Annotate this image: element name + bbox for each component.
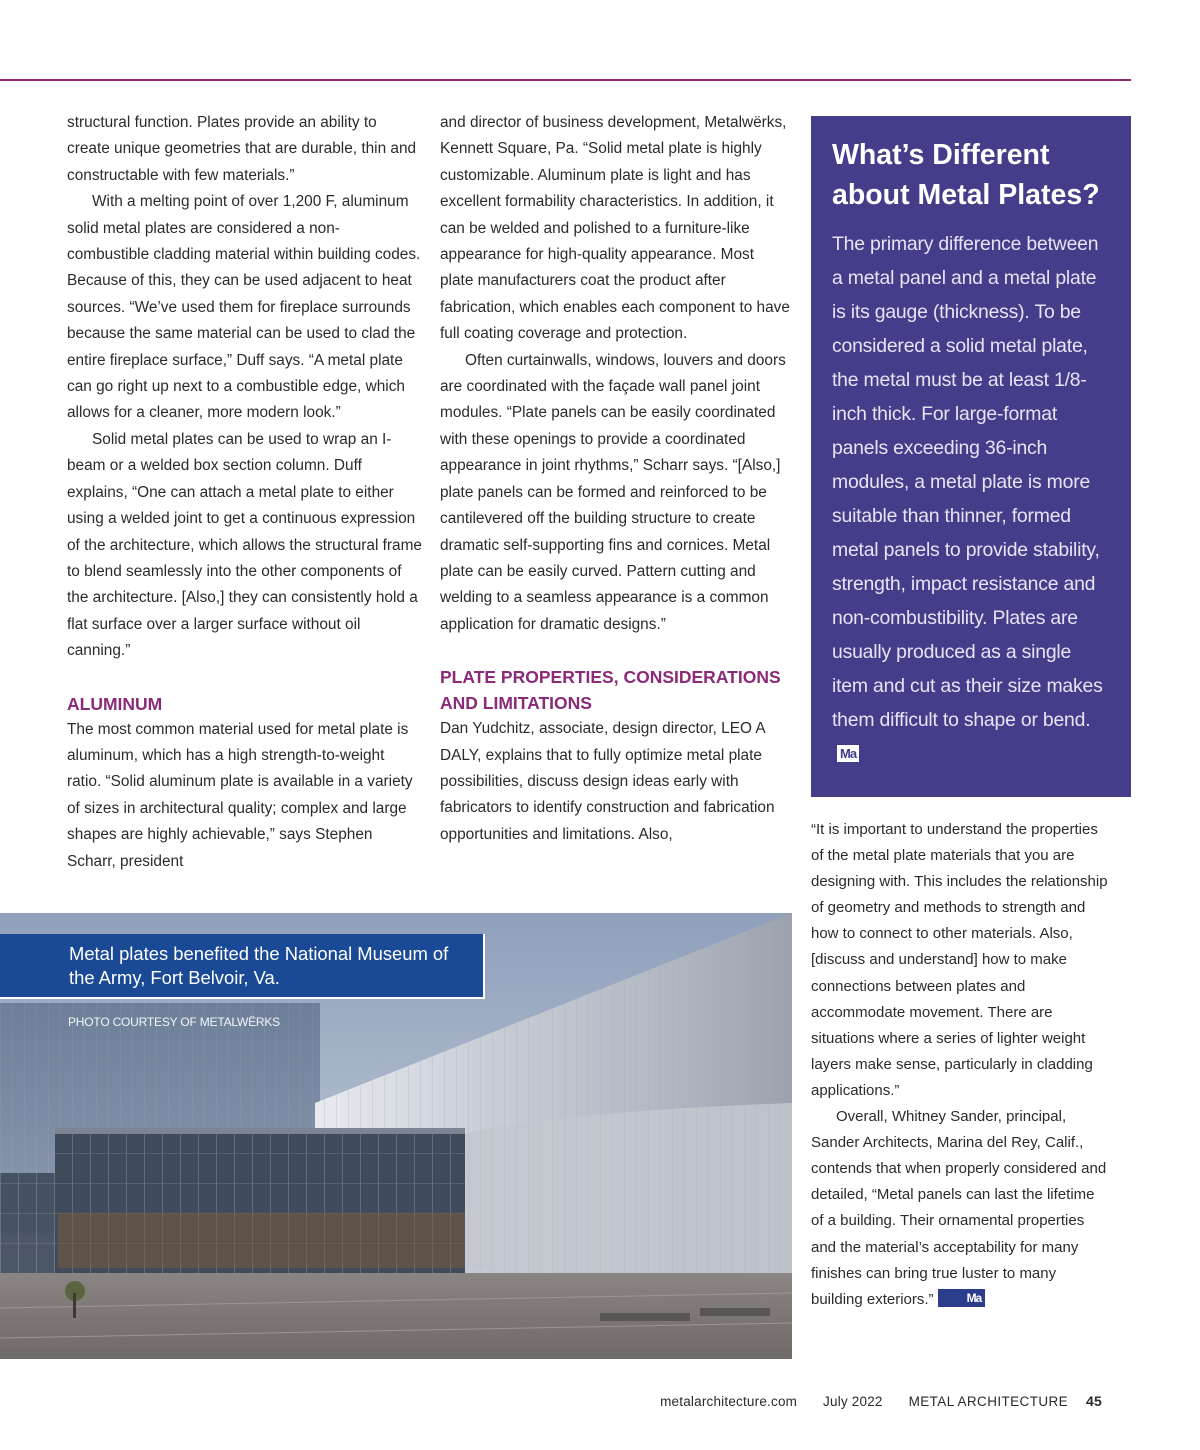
sidebar-body-text: The primary difference between a metal panel and a metal plate is its gauge (thickness). To be considered a solid metal plate, the metal must be at least 1/8-inch thick. For large-format panels exceeding 36-inch modules, a metal plate is more suitable than thinner, formed metal panels to provide stability, strength, impact resistance and non-combustibility. Plates are usually produced as a single item and cut as their size makes them difficult to shape or bend. (832, 233, 1103, 731)
page-footer (660, 1393, 1102, 1409)
photo-caption: Metal plates benefited the National Museum of the Army, Fort Belvoir, Va. (0, 934, 485, 999)
ma-logo-icon: Ma (836, 744, 860, 763)
sidebar-title: What’s Different about Metal Plates? (832, 139, 1100, 211)
footer-site: metalarchitecture.com (660, 1394, 798, 1409)
paragraph-text: Overall, Whitney Sander, principal, Sander Architects, Marina del Rey, Calif., contends that when properly considered and detailed, “Metal panels can last the lifetime of a building. Their ornamental properties and the material’s acceptability for many finishes can bring true luster to many building exteriors.” (811, 1108, 1107, 1308)
paragraph: With a melting point of over 1,200 F, aluminum solid metal plates are considered a non-combustible cladding material within building codes. Because of this, they can be used adjacent to heat sources. “We’ve used them for fireplace surrounds because the same material can be used to clad the entire fireplace surface,” Duff says. “A metal plate can go right up next to a combustible edge, which allows for a cleaner, more modern look.” (67, 193, 421, 422)
paragraph: structural function. Plates provide an ability to create unique geometries that are durable, thin and constructable with few materials.” (67, 114, 417, 184)
photo-credit: PHOTO COURTESY OF METALWËRKS (68, 1015, 280, 1029)
ma-logo-icon: Ma (938, 1289, 986, 1307)
column-3 (811, 817, 1111, 1313)
section-heading-plate-properties: PLATE PROPERTIES, CONSIDERATIONS AND LIMITATIONS (440, 667, 781, 714)
paragraph: Often curtainwalls, windows, louvers and doors are coordinated with the façade wall panel joint modules. “Plate panels can be easily coordinated with these openings to provide a coordinated appearance in joint rhythms,” Scharr says. “[Also,] plate panels can be formed and reinforced to be cantilevered off the building structure to create dramatic self-supporting fins and cornices. Metal plate can be easily curved. Pattern cutting and welding to a seamless appearance is a common application for dramatic designs.” (440, 351, 786, 633)
sidebar-box (811, 116, 1131, 797)
column-2 (440, 110, 790, 848)
page-number: 45 (1086, 1393, 1102, 1409)
paragraph (811, 1104, 1111, 1313)
paragraph: Solid metal plates can be used to wrap an I-beam or a welded box section column. Duff explains, “One can attach a metal plate to either using a welded joint to get a continuous expression of the architecture, which allows the structural frame to blend seamlessly into the other components of the architecture. [Also,] they can consistently hold a flat surface over a larger surface without oil canning.” (67, 430, 422, 660)
paragraph: and director of business development, Metalwërks, Kennett Square, Pa. “Solid metal plate is highly customizable. Aluminum plate is light and has excellent formability characteristics. In addition, it can be welded and polished to a furniture-like appearance for high-quality appearance. Most plate manufacturers coat the product after fabrication, which enables each component to have full coating coverage and protection. (440, 114, 790, 343)
section-heading-aluminum: ALUMINUM (67, 693, 163, 714)
paragraph: Dan Yudchitz, associate, design director, LEO A DALY, explains that to fully optimize metal plate possibilities, discuss design ideas early with fabricators to identify construction and fabrication opportunities and limitations. Also, (440, 720, 775, 843)
header-rule (0, 79, 1131, 81)
paragraph: The most common material used for metal plate is aluminum, which has a high strength-to-weight ratio. “Solid aluminum plate is available in a variety of sizes in architectural quality; complex and large shapes are highly achievable,” says Stephen Scharr, president (67, 720, 413, 870)
footer-magazine: METAL ARCHITECTURE (908, 1394, 1069, 1409)
column-1 (67, 110, 422, 875)
sidebar-body (832, 227, 1111, 771)
footer-date: July 2022 (823, 1394, 883, 1409)
paragraph: “It is important to understand the properties of the metal plate materials that you are designing with. This includes the relationship of geometry and methods to strength and how to connect to other materials. Also, [discuss and understand] how to make connections between plates and accommodate movement. There are situations where a series of lighter weight layers make sense, particularly in cladding applications.” (811, 821, 1108, 1099)
